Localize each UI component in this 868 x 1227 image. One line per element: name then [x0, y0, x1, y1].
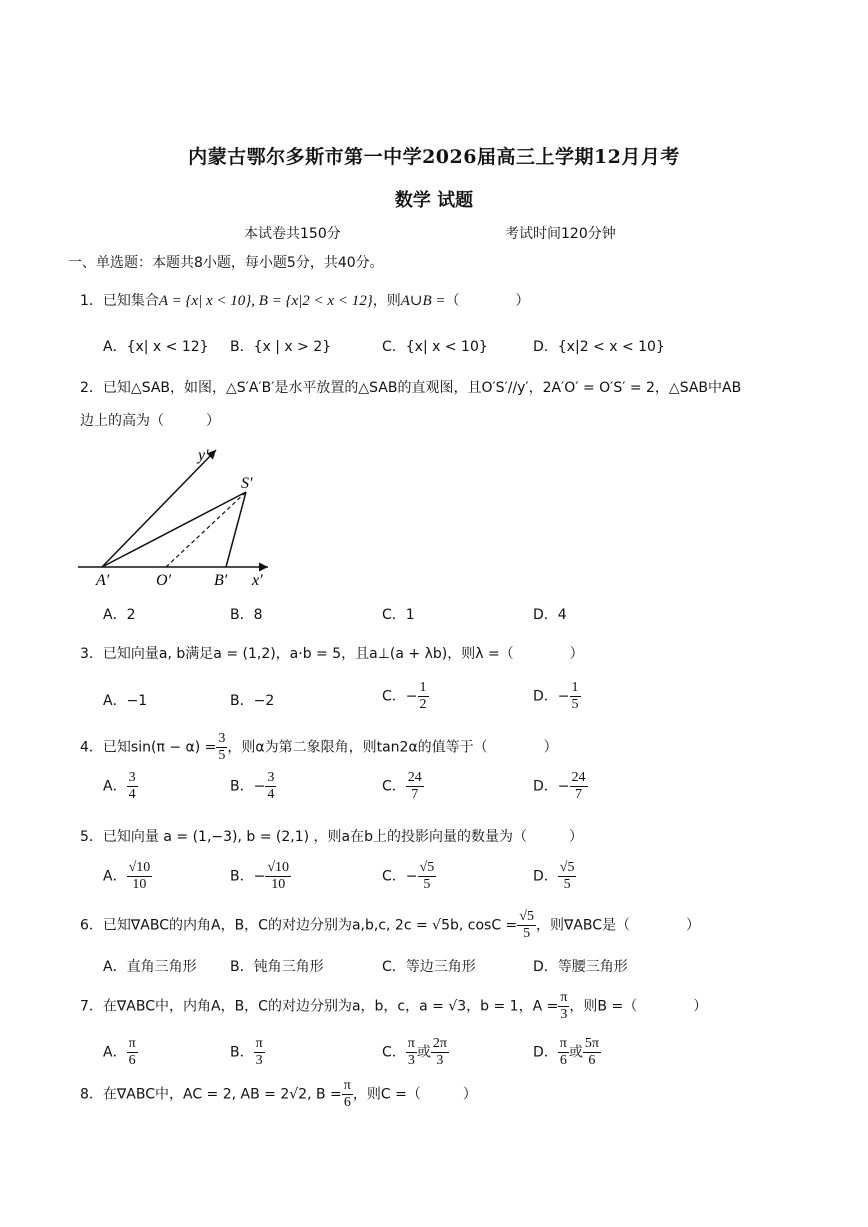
denominator: 6 — [588, 1053, 596, 1068]
fraction — [406, 1036, 417, 1069]
question-number: 6． — [80, 917, 103, 934]
label-b: B′ — [214, 572, 228, 589]
numerator: 3 — [128, 770, 136, 785]
question-4 — [80, 731, 558, 764]
q4-option-d — [533, 770, 588, 803]
fraction — [254, 1036, 265, 1069]
numerator: π — [343, 1078, 351, 1093]
option-prefix: D． — [533, 868, 558, 885]
q5-option-c — [382, 860, 436, 893]
numerator: √5 — [559, 860, 575, 875]
q3-option-b: B．−2 — [230, 693, 275, 709]
q1-option-a: A．{x| x < 12} — [103, 339, 209, 355]
fraction — [406, 770, 424, 803]
or-word: 或 — [416, 1044, 431, 1061]
fraction — [570, 680, 581, 713]
fraction — [558, 860, 577, 893]
option-prefix: B．− — [230, 778, 266, 795]
fraction — [127, 860, 153, 893]
denominator: 6 — [128, 1053, 136, 1068]
side-s-b — [226, 492, 246, 567]
denominator: 2 — [419, 697, 427, 712]
denominator: 5 — [563, 877, 571, 892]
numerator: 2π — [432, 1036, 447, 1051]
fraction — [265, 770, 276, 803]
question-text: ，则α为第二象限角，则tan2α的值等于（ ） — [227, 739, 558, 756]
question-text: 在∇ABC中，AC = 2, AB = 2√2, B = — [102, 1086, 342, 1103]
fraction — [583, 1036, 601, 1069]
fraction — [216, 731, 227, 764]
fraction — [570, 770, 588, 803]
exam-subtitle: 数学 试题 — [394, 190, 474, 211]
question-text: 已知集合 — [102, 293, 159, 309]
question-text: 已知向量 a = (1,−3), b = (2,1) ，则a在b上的投影向量的数量为（ ） — [102, 829, 584, 845]
denominator: 6 — [559, 1053, 567, 1068]
question-number: 5． — [80, 829, 103, 845]
math-expression: A = {x| x < 10}, B = {x|2 < x < 12} — [158, 293, 373, 309]
question-number: 3． — [80, 646, 103, 662]
exam-title: 内蒙古鄂尔多斯市第一中学2026届高三上学期12月月考 — [188, 146, 680, 168]
section-heading: 一、单选题：本题共8小题，每小题5分，共40分。 — [68, 255, 384, 271]
denominator: 5 — [523, 926, 531, 941]
numerator: 3 — [218, 731, 226, 746]
denominator: 6 — [343, 1095, 351, 1110]
denominator: 7 — [575, 787, 583, 802]
q4-option-a — [103, 770, 138, 803]
question-text: 已知△SAB，如图，△S′A′B′是水平放置的△SAB的直观图，且O′S′//y′，2A′O′ = O′S′ = 2，△SAB中AB — [102, 380, 742, 396]
numerator: π — [128, 1036, 136, 1051]
fraction — [418, 860, 437, 893]
q5-option-b — [230, 860, 291, 893]
y-axis — [102, 450, 216, 567]
answer-blank: （ ） — [445, 293, 530, 309]
q2-option-c: C．1 — [382, 607, 415, 623]
option-prefix: C．− — [382, 868, 418, 885]
denominator: 3 — [407, 1053, 415, 1068]
fraction — [342, 1078, 353, 1111]
math-expression: A∪B = — [400, 293, 446, 309]
q7-option-c — [382, 1036, 449, 1069]
q4-option-c — [382, 770, 424, 803]
numerator: 24 — [571, 770, 586, 785]
denominator: 3 — [560, 1007, 568, 1022]
numerator: √5 — [519, 909, 534, 924]
question-text: ，则B =（ ） — [569, 998, 708, 1015]
numerator: π — [559, 1036, 567, 1051]
q3-option-c — [382, 680, 429, 713]
question-text: ，则 — [372, 293, 401, 309]
or-word: 或 — [568, 1044, 583, 1061]
numerator: π — [560, 990, 568, 1005]
fraction — [558, 1036, 569, 1069]
question-number: 7． — [80, 998, 103, 1015]
numerator: 1 — [571, 680, 579, 695]
q2-figure — [78, 440, 278, 590]
question-8 — [80, 1078, 477, 1111]
numerator: π — [255, 1036, 263, 1051]
denominator: 5 — [423, 877, 431, 892]
option-prefix: A． — [103, 868, 127, 885]
label-o: O′ — [156, 572, 172, 589]
fraction — [418, 680, 429, 713]
total-score: 本试卷共150分 — [244, 226, 341, 242]
dashed-o-s — [166, 492, 246, 567]
option-prefix: A． — [103, 1044, 127, 1061]
question-number: 1． — [80, 293, 103, 309]
label-y: y′ — [198, 447, 209, 464]
fraction — [558, 990, 569, 1023]
option-prefix: D． — [533, 1044, 558, 1061]
q7-option-b — [230, 1036, 265, 1069]
numerator: 3 — [267, 770, 275, 785]
q2-option-b: B．8 — [230, 607, 263, 623]
question-7 — [80, 990, 707, 1023]
fraction — [265, 860, 291, 893]
option-prefix: A． — [103, 778, 127, 795]
option-prefix: B． — [230, 1044, 254, 1061]
exam-time: 考试时间120分钟 — [505, 226, 616, 242]
option-prefix: C．− — [382, 688, 418, 705]
option-prefix: D．− — [533, 688, 570, 705]
label-x: x′ — [252, 572, 263, 589]
denominator: 5 — [218, 748, 226, 763]
question-6 — [80, 909, 700, 942]
denominator: 10 — [132, 877, 147, 892]
q2-option-a: A．2 — [103, 607, 136, 623]
q4-option-b — [230, 770, 276, 803]
numerator: 24 — [407, 770, 422, 785]
fraction — [127, 1036, 138, 1069]
numerator: √10 — [267, 860, 290, 875]
denominator: 7 — [411, 787, 419, 802]
question-text: ，则∇ABC是（ ） — [535, 917, 701, 934]
q3-option-d — [533, 680, 581, 713]
question-3 — [80, 643, 584, 663]
question-number: 8． — [80, 1086, 103, 1103]
label-a: A′ — [96, 572, 110, 589]
q5-option-a — [103, 860, 152, 893]
q5-option-d — [533, 860, 576, 893]
q7-option-d — [533, 1036, 601, 1069]
denominator: 3 — [255, 1053, 263, 1068]
q1-option-d: D．{x|2 < x < 10} — [533, 339, 665, 355]
q2-option-d: D．4 — [533, 607, 567, 623]
fraction — [517, 909, 536, 942]
label-s: S′ — [241, 475, 253, 492]
question-text: 已知sin(π − α) = — [102, 739, 217, 756]
fraction — [127, 770, 138, 803]
numerator: 5π — [584, 1036, 599, 1051]
q6-option-b: B．钝角三角形 — [230, 959, 324, 975]
question-2 — [80, 377, 741, 397]
question-text: 已知向量a, b满足a = (1,2)，a·b = 5，且a⊥(a + λb)，则λ =（ ） — [102, 646, 584, 662]
numerator: 1 — [419, 680, 427, 695]
question-2-cont: 边上的高为（ ） — [80, 413, 220, 429]
denominator: 3 — [436, 1053, 444, 1068]
numerator: π — [407, 1036, 415, 1051]
option-prefix: D．− — [533, 778, 570, 795]
question-text: 在∇ABC中，内角A，B，C的对边分别为a，b，c，a = √3，b = 1，A = — [102, 998, 559, 1015]
option-prefix: C． — [382, 1044, 406, 1061]
side-a-s — [102, 492, 246, 567]
q1-option-b: B．{x | x > 2} — [230, 339, 332, 355]
question-text: 已知∇ABC的内角A，B，C的对边分别为a,b,c, 2c = √5b, cosC = — [102, 917, 518, 934]
numerator: √5 — [419, 860, 435, 875]
q6-option-d: D．等腰三角形 — [533, 959, 628, 975]
question-number: 4． — [80, 739, 103, 756]
option-prefix: C． — [382, 778, 406, 795]
denominator: 4 — [267, 787, 275, 802]
denominator: 5 — [571, 697, 579, 712]
fraction — [431, 1036, 449, 1069]
q6-option-a: A．直角三角形 — [103, 959, 197, 975]
denominator: 10 — [271, 877, 286, 892]
question-5 — [80, 826, 583, 846]
question-text: ，则C =（ ） — [352, 1086, 477, 1103]
question-number: 2． — [80, 380, 103, 396]
q1-option-c: C．{x| x < 10} — [382, 339, 488, 355]
numerator: √10 — [128, 860, 151, 875]
q6-option-c: C．等边三角形 — [382, 959, 476, 975]
q3-option-a: A．−1 — [103, 693, 148, 709]
denominator: 4 — [128, 787, 136, 802]
question-1 — [80, 290, 529, 310]
q7-option-a — [103, 1036, 138, 1069]
option-prefix: B．− — [230, 868, 266, 885]
